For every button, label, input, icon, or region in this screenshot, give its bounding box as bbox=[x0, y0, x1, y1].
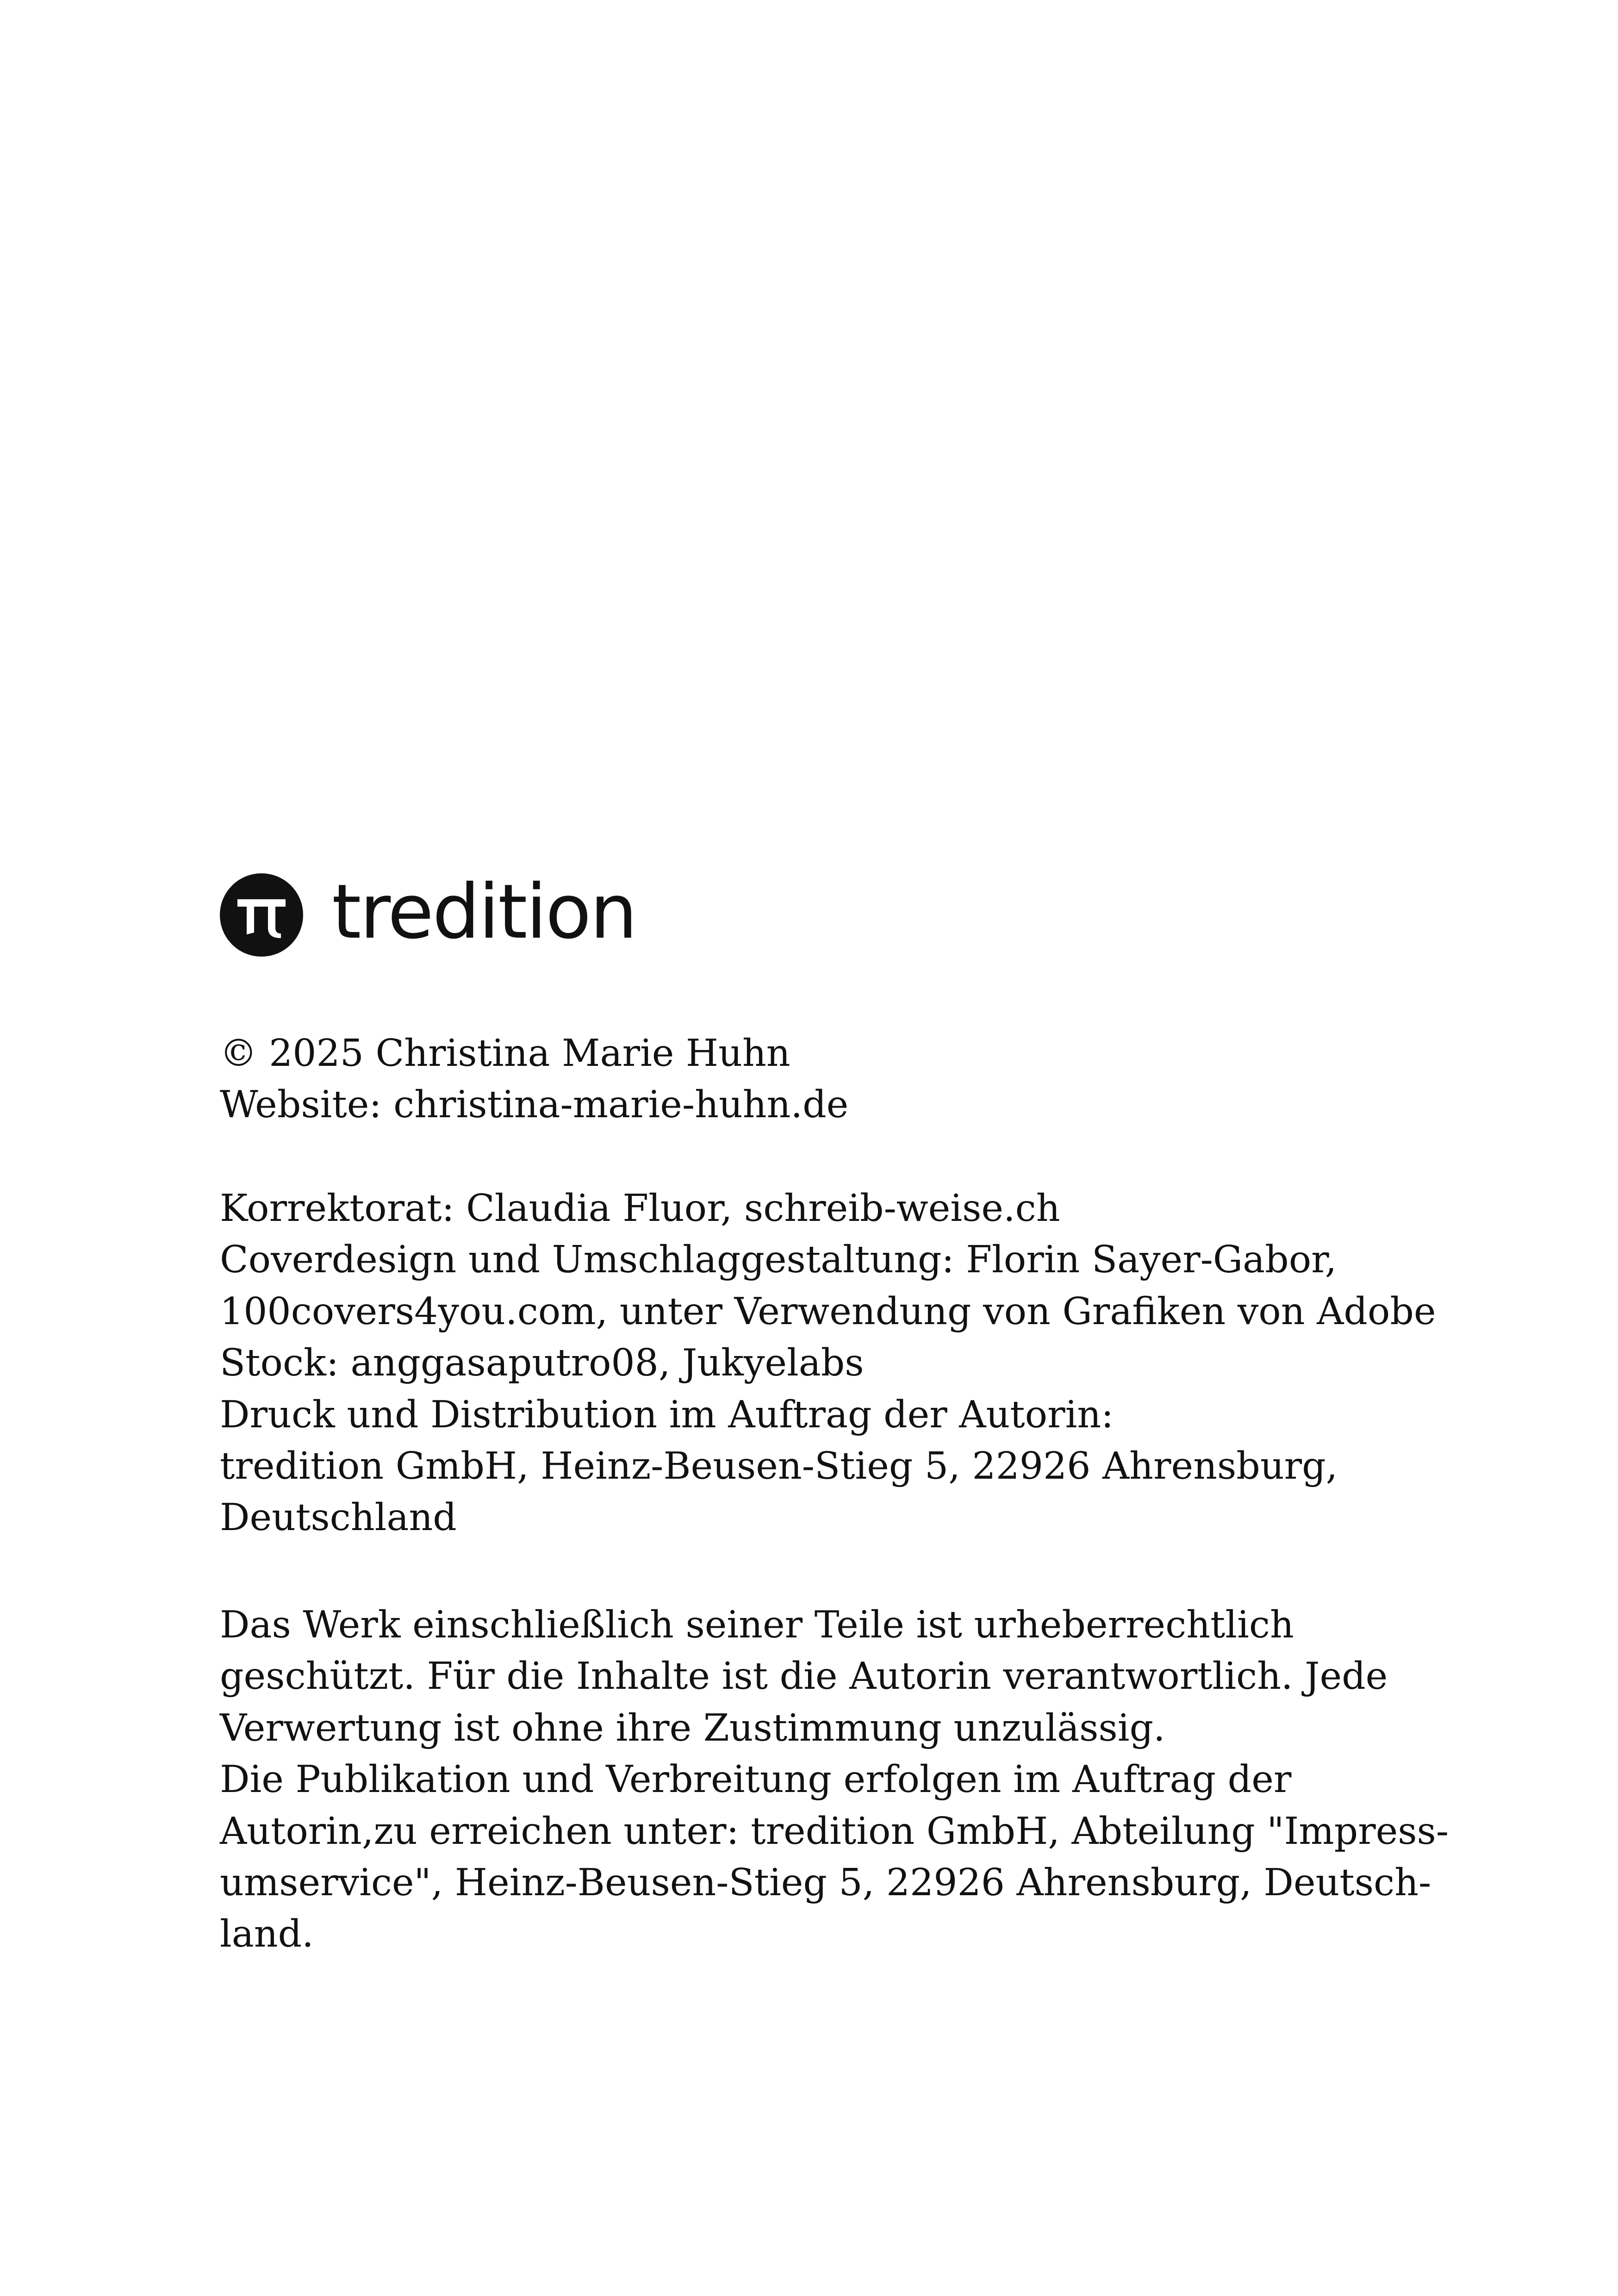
logo-wordmark: tredition bbox=[332, 869, 636, 956]
copyright-block bbox=[220, 1027, 1386, 1131]
legal-line: umservice", Heinz-Beusen-Stieg 5, 22926 Ahrensburg, Deutsch- bbox=[220, 1860, 1431, 1904]
credits-block bbox=[220, 1182, 1436, 1543]
copyright-line: © 2025 Christina Marie Huhn bbox=[220, 1031, 790, 1075]
website-line: Website: christina-marie-huhn.de bbox=[220, 1083, 849, 1126]
legal-line: Das Werk einschließlich seiner Teile ist urheberrechtlich bbox=[220, 1603, 1294, 1646]
legal-line: Die Publikation und Verbreitung erfolgen im Auftrag der bbox=[220, 1757, 1292, 1801]
legal-notice-block bbox=[220, 1599, 1449, 1960]
credits-line: Coverdesign und Umschlaggestaltung: Florin Sayer-Gabor, bbox=[220, 1238, 1337, 1282]
credits-line: 100covers4you.com, unter Verwendung von Grafiken von Adobe bbox=[220, 1289, 1436, 1333]
legal-line: Verwertung ist ohne ihre Zustimmung unzulässig. bbox=[220, 1705, 1165, 1749]
credits-line: Deutschland bbox=[220, 1495, 457, 1539]
legal-line: geschützt. Für die Inhalte ist die Autorin verantwortlich. Jede bbox=[220, 1654, 1388, 1698]
credits-line: Stock: anggasaputro08, Jukyelabs bbox=[220, 1341, 864, 1385]
publisher-logo bbox=[220, 869, 636, 957]
legal-line: land. bbox=[220, 1912, 314, 1956]
legal-line: Autorin,zu erreichen unter: tredition GmbH, Abteilung "Impress- bbox=[220, 1809, 1449, 1853]
credits-line: Druck und Distribution im Auftrag der Autorin: bbox=[220, 1392, 1114, 1436]
credits-line: Korrektorat: Claudia Fluor, schreib-weise.ch bbox=[220, 1186, 1060, 1230]
credits-line: tredition GmbH, Heinz-Beusen-Stieg 5, 22926 Ahrensburg, bbox=[220, 1444, 1338, 1487]
tredition-logo-icon bbox=[220, 873, 303, 957]
